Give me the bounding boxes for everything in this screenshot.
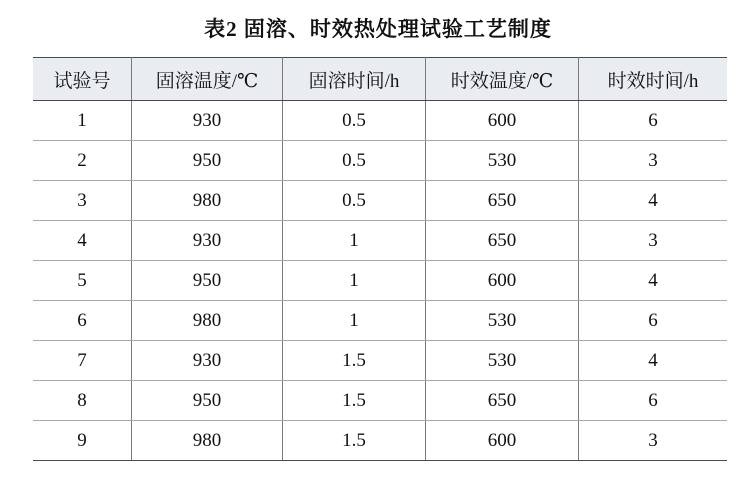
cell-aging-temperature: 650 <box>426 221 579 261</box>
cell-aging-time: 3 <box>579 421 728 461</box>
cell-trial-number: 5 <box>33 261 132 301</box>
cell-aging-temperature: 530 <box>426 141 579 181</box>
table-header <box>33 58 727 101</box>
cell-solution-temperature: 980 <box>132 301 283 341</box>
cell-solution-temperature: 950 <box>132 141 283 181</box>
column-header-aging-temperature: 时效温度/℃ <box>426 58 579 101</box>
table-row <box>33 301 727 341</box>
cell-aging-temperature: 600 <box>426 101 579 141</box>
cell-aging-time: 6 <box>579 301 728 341</box>
cell-solution-time: 0.5 <box>283 141 426 181</box>
cell-solution-time: 1.5 <box>283 381 426 421</box>
table-row <box>33 141 727 181</box>
cell-aging-time: 6 <box>579 381 728 421</box>
cell-solution-time: 0.5 <box>283 101 426 141</box>
column-header-aging-time: 时效时间/h <box>579 58 728 101</box>
cell-solution-time: 1 <box>283 261 426 301</box>
cell-solution-temperature: 980 <box>132 181 283 221</box>
cell-trial-number: 4 <box>33 221 132 261</box>
cell-solution-temperature: 950 <box>132 261 283 301</box>
cell-trial-number: 8 <box>33 381 132 421</box>
cell-aging-temperature: 600 <box>426 261 579 301</box>
table-row <box>33 261 727 301</box>
table-row <box>33 101 727 141</box>
table-body <box>33 101 727 461</box>
cell-solution-temperature: 930 <box>132 101 283 141</box>
cell-aging-time: 4 <box>579 181 728 221</box>
table-container <box>0 57 756 461</box>
cell-trial-number: 7 <box>33 341 132 381</box>
cell-aging-temperature: 650 <box>426 181 579 221</box>
table-row <box>33 341 727 381</box>
table-row <box>33 421 727 461</box>
table-row <box>33 181 727 221</box>
cell-aging-time: 6 <box>579 101 728 141</box>
cell-solution-time: 1 <box>283 221 426 261</box>
cell-aging-temperature: 530 <box>426 341 579 381</box>
cell-trial-number: 1 <box>33 101 132 141</box>
cell-trial-number: 2 <box>33 141 132 181</box>
table-title: 表2 固溶、时效热处理试验工艺制度 <box>204 17 552 41</box>
column-header-solution-time: 固溶时间/h <box>283 58 426 101</box>
cell-aging-time: 3 <box>579 141 728 181</box>
cell-solution-temperature: 980 <box>132 421 283 461</box>
cell-trial-number: 6 <box>33 301 132 341</box>
cell-solution-time: 1.5 <box>283 421 426 461</box>
cell-aging-time: 4 <box>579 261 728 301</box>
cell-aging-temperature: 600 <box>426 421 579 461</box>
cell-solution-time: 0.5 <box>283 181 426 221</box>
cell-solution-temperature: 930 <box>132 341 283 381</box>
cell-aging-time: 4 <box>579 341 728 381</box>
cell-aging-time: 3 <box>579 221 728 261</box>
table-row <box>33 221 727 261</box>
column-header-solution-temperature: 固溶温度/℃ <box>132 58 283 101</box>
cell-solution-temperature: 930 <box>132 221 283 261</box>
table-row <box>33 381 727 421</box>
column-header-trial-number: 试验号 <box>33 58 132 101</box>
cell-solution-time: 1 <box>283 301 426 341</box>
cell-trial-number: 9 <box>33 421 132 461</box>
cell-solution-temperature: 950 <box>132 381 283 421</box>
cell-solution-time: 1.5 <box>283 341 426 381</box>
cell-aging-temperature: 650 <box>426 381 579 421</box>
experiment-process-table <box>33 57 727 461</box>
cell-trial-number: 3 <box>33 181 132 221</box>
cell-aging-temperature: 530 <box>426 301 579 341</box>
table-header-row <box>33 58 727 101</box>
